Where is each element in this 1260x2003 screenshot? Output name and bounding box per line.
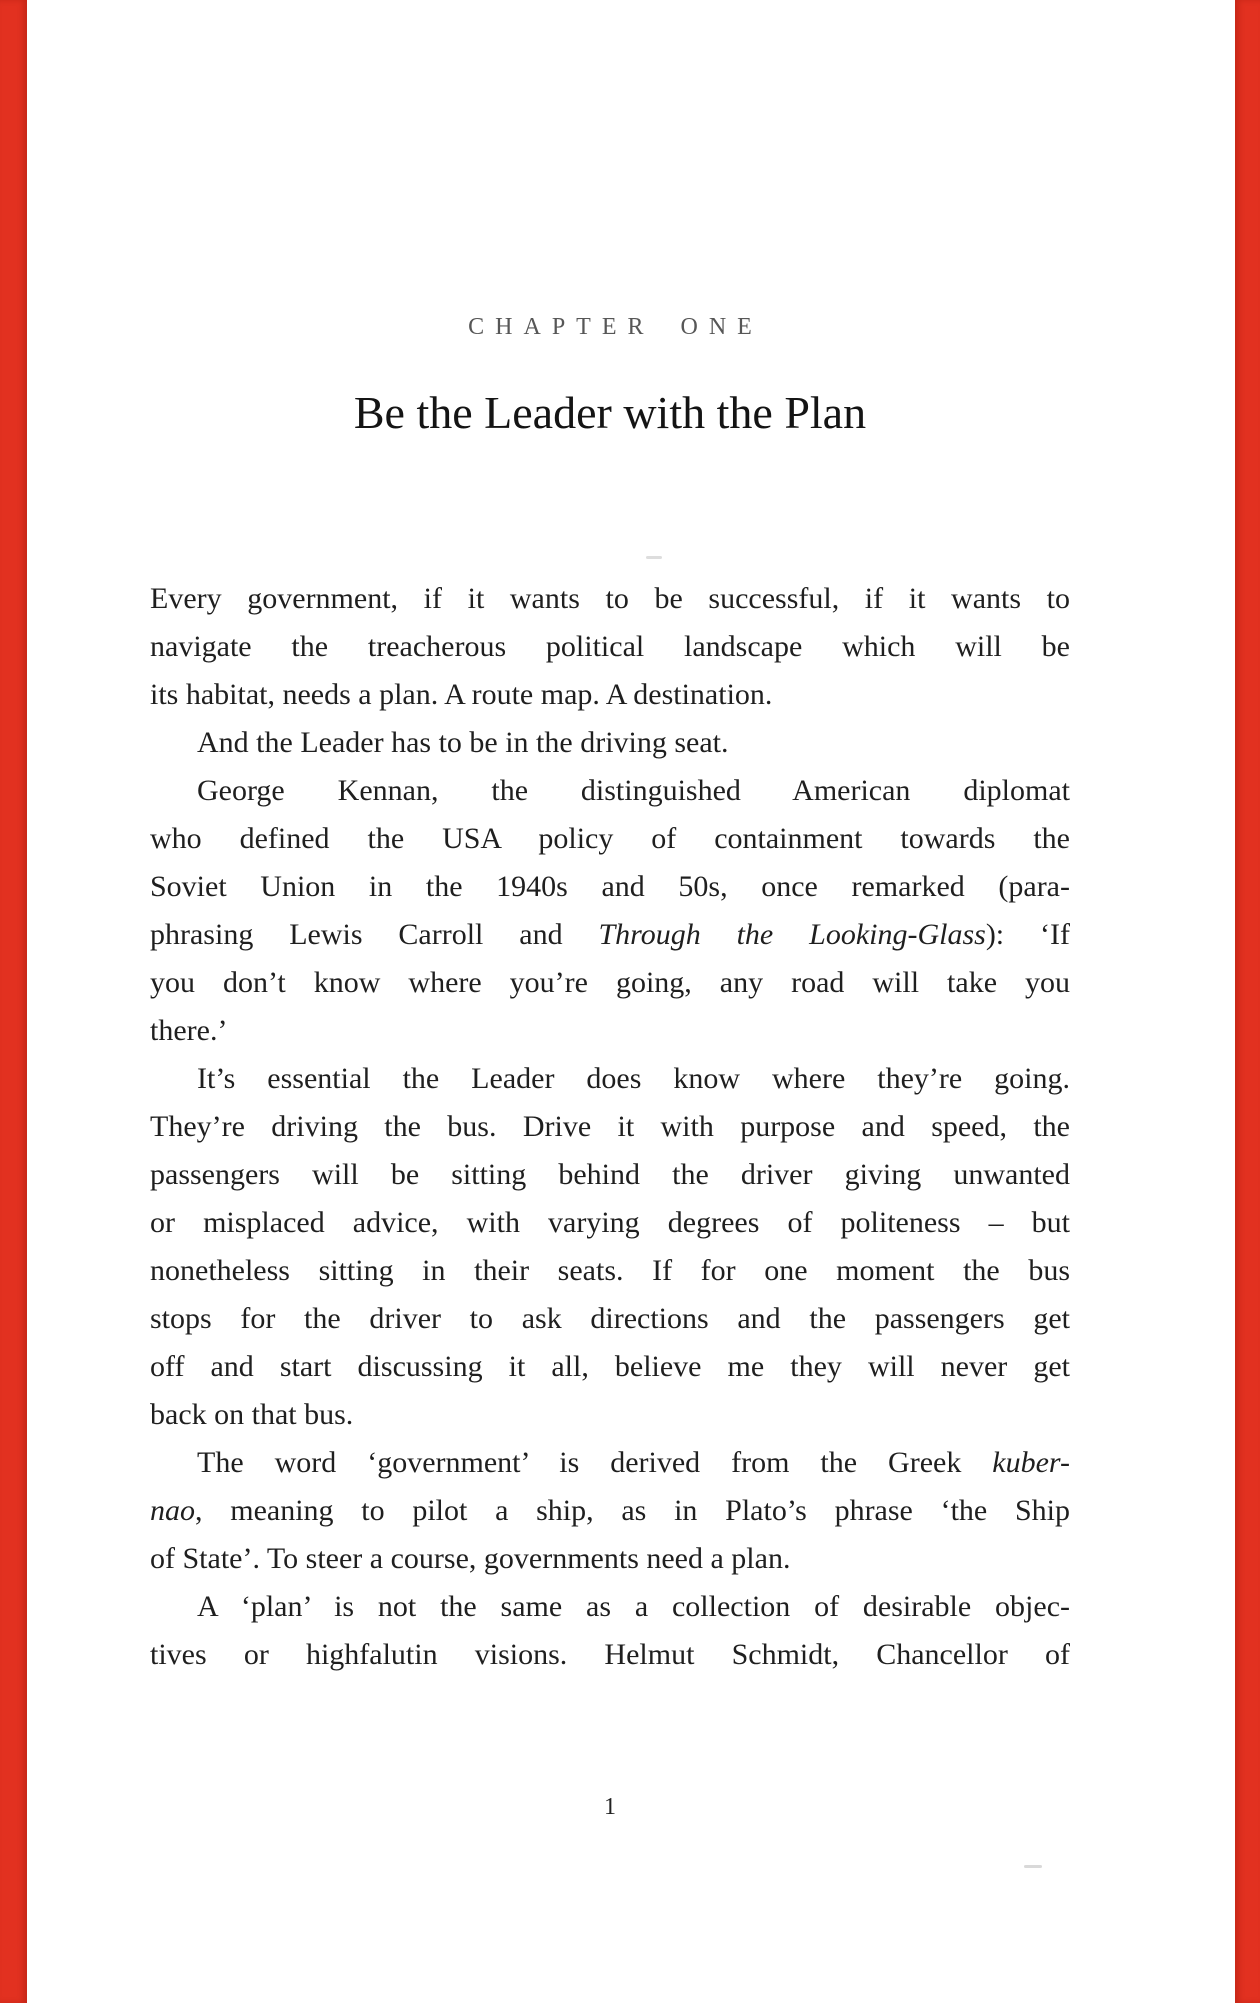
chapter-title: Be the Leader with the Plan (353, 387, 867, 438)
text-line: its habitat, needs a plan. A route map. A destination. (150, 678, 773, 711)
text-line: there.’ (150, 1014, 228, 1047)
text-line: navigate the treacherous political landscape which will be (150, 630, 1070, 663)
text-line: A ‘plan’ is not the same as a collection of desirable objec- (197, 1590, 1070, 1623)
text-line: nao, meaning to pilot a ship, as in Plato’s phrase ‘the Ship (150, 1494, 1070, 1527)
text-line: off and start discussing it all, believe me they will never get (150, 1350, 1070, 1383)
body-text (150, 575, 1070, 1679)
text-line: you don’t know where you’re going, any road will take you (150, 966, 1070, 999)
red-page-edge-left (0, 0, 27, 2003)
page-number: 1 (604, 1794, 616, 1820)
text-line: nonetheless sitting in their seats. If for one moment the bus (150, 1254, 1070, 1287)
text-line: back on that bus. (150, 1398, 354, 1431)
text-line: or misplaced advice, with varying degrees of politeness – but (150, 1206, 1070, 1239)
scan-smudge-bottom (1024, 1865, 1042, 1868)
text-line: passengers will be sitting behind the driver giving unwanted (150, 1158, 1070, 1191)
text-line: stops for the driver to ask directions and the passengers get (150, 1302, 1070, 1335)
text-line: of State’. To steer a course, governments need a plan. (150, 1542, 791, 1575)
text-line: They’re driving the bus. Drive it with purpose and speed, the (150, 1110, 1070, 1143)
text-line: tives or highfalutin visions. Helmut Schmidt, Chancellor of (150, 1638, 1070, 1671)
red-page-edge-right (1235, 0, 1260, 2003)
text-line: George Kennan, the distinguished American diplomat (197, 774, 1070, 807)
text-line: Soviet Union in the 1940s and 50s, once remarked (para- (150, 870, 1070, 903)
text-line: phrasing Lewis Carroll and Through the Looking-Glass): ‘If (150, 918, 1070, 951)
scan-smudge-top (646, 556, 662, 559)
text-line: Every government, if it wants to be successful, if it wants to (150, 582, 1070, 615)
chapter-label: CHAPTER ONE (468, 314, 763, 340)
text-line: And the Leader has to be in the driving seat. (197, 726, 729, 759)
text-line: It’s essential the Leader does know where they’re going. (197, 1062, 1070, 1095)
text-line: who defined the USA policy of containment towards the (150, 822, 1070, 855)
text-line: The word ‘government’ is derived from the Greek kuber- (197, 1446, 1070, 1479)
